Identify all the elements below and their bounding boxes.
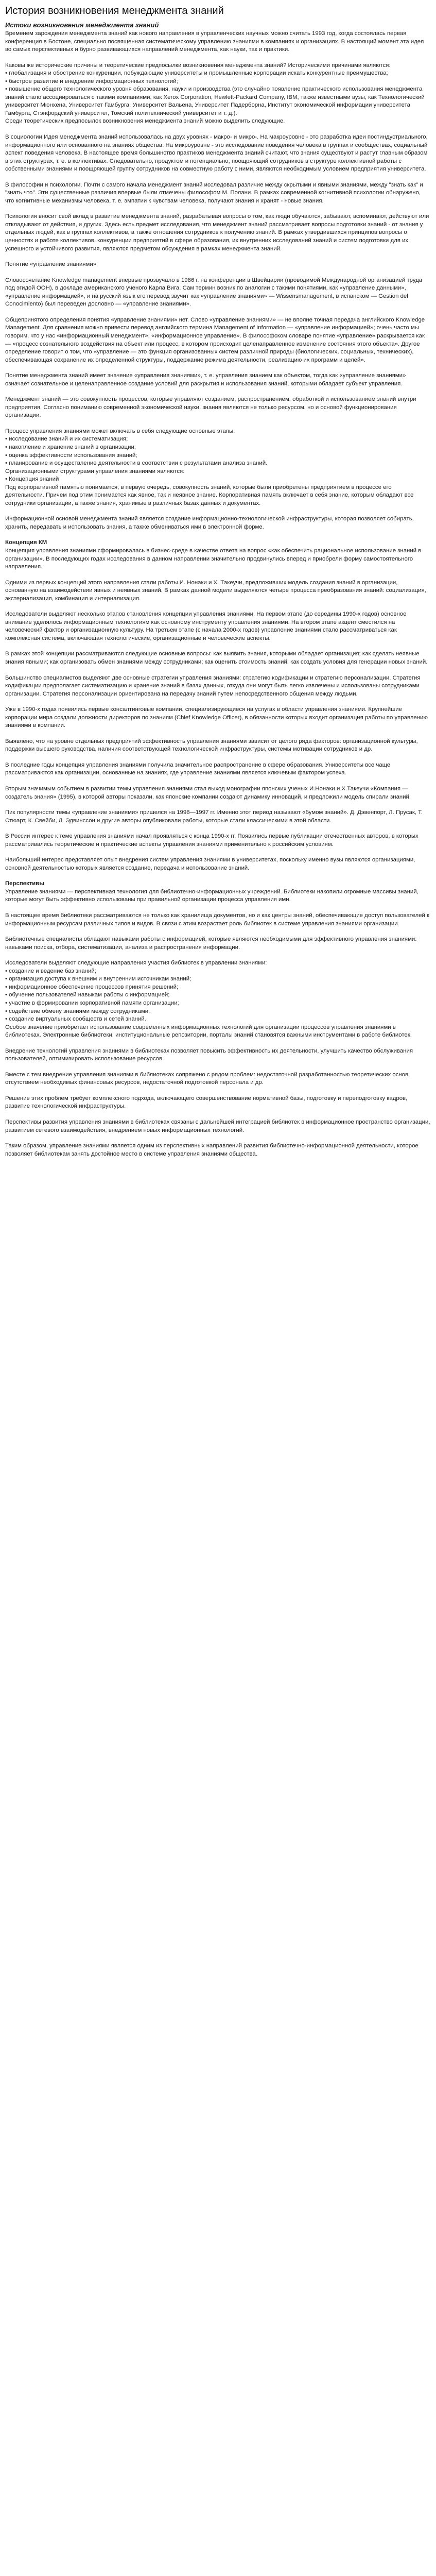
paragraph: Выявлено, что на уровне отдельных предприятий эффективность управления знаниями зависит от целого ряда факторов: организационной культуры, поддержки высшего руководства, наличия соответствующей технологической инфраструктуры, системы мотивации сотрудников и др. xyxy=(5,738,418,753)
paragraph-spacer xyxy=(5,952,431,959)
paragraph: Психология вносит свой вклад в развитие менеджмента знаний, разрабатывая вопросы о том, как люди обучаются, забывают, вспоминают, действуют или откладывают от действия, и других. Здесь есть предмет исследования, что менеджмент знаний рассматривает вопросы подготовки знаний - от знания у отдельных людей, как в группах коллективов, а также отношения сотрудников к получению знаний. В рамках утвердившихся принципов вопросы о ценностях и работе коллективов, конкуренции предприятий в сфере образования, их внутренних исследований знаний и систем подготовки для их успешного и устойчивого развития, являются предметом обсуждения в рамках менеджмента знаний. xyxy=(5,213,429,252)
paragraph: Большинство специалистов выделяют две основные стратегии управления знаниями: стратегию кодификации и стратегию персонализации. Стратегия кодификации предполагает систематизацию и хранение знаний в базах данных, откуда они могут быть легко извлечены и использованы сотрудниками организации. Стратегия персонализации ориентирована на передачу знаний путем непосредственного общения между людьми. xyxy=(5,674,421,697)
paragraph: Понятие «управление знаниями» xyxy=(5,261,97,268)
paragraph: Менеджмент знаний — это совокупность процессов, которые управляют созданием, распространением, обработкой и использованием знаний внутри предприятия. Согласно пониманию современной экономической науки, знания являются не только ресурсом, но и основой функционирования организации. xyxy=(5,396,416,419)
paragraph: Особое значение приобретает использование современных информационных технологий для организации процессов управления знаниями в библиотеках. Электронные библиотеки, институциональные репозитории, порталы знаний становятся важными инструментами в работе библиотек. xyxy=(5,1024,412,1039)
paragraph: Концепция управления знаниями сформировалась в бизнес-среде в качестве ответа на вопрос «как обеспечить рациональное использование знаний в организации». В последующих годах исследования в данном направлении значительно продвинулись вперед и приобрели форму самостоятельного направления. xyxy=(5,547,422,570)
paragraph-spacer xyxy=(5,1087,431,1095)
paragraph: Понятие менеджмента знаний имеет значение «управления знаниями», т. е. управления знанием как объектом, тогда как «управление знаниями» означает сознательное и целенаправленное создание условий для раскрытия и использования знаний, которыми обладает субъект управления. xyxy=(5,372,406,387)
paragraph-spacer xyxy=(5,825,431,833)
paragraph: В рамках этой концепции рассматриваются следующие основные вопросы: как выявить знания, которыми обладает организация; как сделать неявные знания явными; как организовать обмен знаниями между сотрудниками; как оценить стоимость знаний; как создать условия для генерации новых знаний. xyxy=(5,651,428,665)
list-item: • организация доступа к внешним и внутренним источникам знаний; xyxy=(5,976,191,982)
paragraph-spacer xyxy=(5,849,431,856)
paragraph-spacer xyxy=(5,904,431,912)
paragraph-spacer xyxy=(5,928,431,936)
paragraph: В настоящее время библиотеки рассматриваются не только как хранилища документов, но и как центры знаний, обеспечивающие доступ пользователей к информационным ресурсам различных типов и видов. В связи с этим возрастает роль библиотек в системе управления знаниями организации. xyxy=(5,912,430,927)
paragraph-spacer xyxy=(5,420,431,428)
paragraph: Внедрение технологий управления знаниями в библиотеках позволяет повысить эффективность их деятельности, улучшить качество обслуживания пользователей, оптимизировать использование ресурсов. xyxy=(5,1047,413,1062)
paragraph: В России интерес к теме управления знаниями начал проявляться с конца 1990-х гг. Появились первые публикации отечественных авторов, в которых рассматривались теоретические и практические аспекты управления знаниями применительно к российским условиям. xyxy=(5,833,418,848)
paragraph-spacer xyxy=(5,174,431,181)
paragraph: Наибольший интерес представляет опыт внедрения систем управления знаниями в университетах, поскольку именно вузы являются организациями, основной деятельностью которых является создание, передача и использование знаний. xyxy=(5,857,415,871)
list-item: • планирование и осуществление деятельности в соответствии с результатами анализа знаний. xyxy=(5,460,268,467)
perspectives-text xyxy=(5,888,431,1158)
paragraph-spacer xyxy=(5,754,431,761)
paragraph-spacer xyxy=(5,388,431,396)
paragraph: Вторым значимым событием в развитии темы управления знаниями стал выход монографии японских ученых И.Нонаки и Х.Такеучи «Компания — создатель знания» (1995), в которой авторы показали, как японские компании создают динамику инноваций, и предложили модель спирали знаний. xyxy=(5,786,411,800)
section-origins xyxy=(5,21,431,531)
paragraph: Под корпоративной памятью понимается, в первую очередь, совокупность знаний, которые были приобретены предприятием в процессе его деятельности. Причем под этим понимается как явное, так и неявное знание. Корпоративная память включает в себя знание, которым обладают все сотрудники организации, а также знания, хранимые в различных базах данных и документах. xyxy=(5,484,414,506)
paragraph-spacer xyxy=(5,698,431,706)
paragraph-spacer xyxy=(5,253,431,261)
paragraph: Вместе с тем внедрение управления знаниями в библиотеках сопряжено с рядом проблем: недостаточной разработанностью теоретических основ, отсутствием необходимых финансовых ресурсов, недостаточной подготовкой персонала и др. xyxy=(5,1071,410,1086)
paragraph: Пик популярности темы «управление знаниями» пришелся на 1998—1997 гг. Именно этот период называют «бумом знаний». Д. Дэвенпорт, Л. Прусак, Т. Стюарт, К. Свейби, Л. Эдвинссон и другие авторы опубликовали работы, которые стали классическими в этой области. xyxy=(5,809,423,824)
section-perspectives xyxy=(5,880,431,1158)
paragraph-spacer xyxy=(5,309,431,316)
list-item: • быстрое развитие и внедрение информационных технологий; xyxy=(5,78,178,84)
list-item: • содействие обмену знаниями между сотрудниками; xyxy=(5,1008,150,1014)
list-item: • Концепция знаний xyxy=(5,476,59,483)
section-heading: Истоки возникновения менеджмента знаний xyxy=(5,21,159,29)
paragraph: Каковы же исторические причины и теоретические предпосылки возникновения менеджмента знаний? Историческими причинами являются: xyxy=(5,62,391,69)
subheading-perspectives: Перспективы xyxy=(5,880,45,887)
paragraph-spacer xyxy=(5,667,431,674)
list-item: • обучение пользователей навыкам работы с информацией; xyxy=(5,992,170,998)
paragraph-spacer xyxy=(5,364,431,372)
list-item: • повышение общего технологического уровня образования, науки и производства (это случайно появление практического использования менеджмента знаний стало ассоциироваться с такими компаниями, как Xerox Corporation, Hewlett-Packard Company, IBM, также известными вузы, как Технологический университет Мюнхена, Университет Гамбурга, Университет Вальена, Университет Падерборна, Институт экономической информации университета Гамбурга, Стэнфордский университет, Томский политехнический университет и т. д.). xyxy=(5,86,425,116)
paragraph: Решение этих проблем требует комплексного подхода, включающего совершенствование нормативной базы, подготовку и переподготовку кадров, развитие технологической инфраструктуры. xyxy=(5,1095,408,1110)
paragraph-spacer xyxy=(5,777,431,785)
km-text xyxy=(5,547,431,872)
paragraph-spacer xyxy=(5,1040,431,1047)
paragraph: Библиотечные специалисты обладают навыками работы с информацией, которые являются необходимыми для эффективного управления знаниями: навыками поиска, отбора, систематизации, анализа и распространения информации. xyxy=(5,936,417,951)
list-item: • исследование знаний и их систематизация; xyxy=(5,436,128,443)
paragraph: Временем зарождения менеджмента знаний как нового направления в управленческих научных можно считать 1993 год, когда состоялась первая конференция в Бостоне, специально посвященная систематическому управлению знаниями в компаниях и организациях. В настоящий момент эта идея во самых перспективных и бурно развивающихся направлений менеджмента, как науки, так и практики. xyxy=(5,30,424,53)
paragraph: Таким образом, управление знаниями является одним из перспективных направлений развития библиотечно-информационной деятельности, которое позволяет библиотекам занять достойное место в системе управления знаниями общества. xyxy=(5,1143,418,1157)
paragraph: В последние годы концепция управления знаниями получила значительное распространение в сфере образования. Университеты все чаще рассматриваются как организации, основанные на знаниях, где управление знаниями является ключевым фактором успеха. xyxy=(5,761,391,776)
paragraph-spacer xyxy=(5,1111,431,1118)
paragraph: Среди теоретических предпосылок возникновения менеджмента знаний можно выделить следующие. xyxy=(5,118,285,125)
list-item: • создание и ведение баз знаний; xyxy=(5,968,96,974)
paragraph: В философии и психологии. Почти с самого начала менеджмент знаний исследовал различие между скрытыми и явными знаниями, между "знать как" и "знать что". Эти существенные различия впервые были отмечены философом М. Полани. В рамках современной когнитивной психологии обнаружено, что когнитивные механизмы человека, т. е. эмпатии к чувствам человека, получают знания и хранят - новые знания. xyxy=(5,181,423,204)
paragraph-spacer xyxy=(5,269,431,277)
intro-text xyxy=(5,30,431,531)
paragraph-spacer xyxy=(5,1134,431,1142)
list-item: • создание виртуальных сообществ и сетей знаний. xyxy=(5,1016,146,1023)
paragraph-spacer xyxy=(5,642,431,650)
paragraph-spacer xyxy=(5,507,431,515)
page-title: История возникновения менеджмента знаний xyxy=(5,5,224,16)
paragraph-spacer xyxy=(5,126,431,133)
paragraph: Организационными структурами управления знаниями являются: xyxy=(5,468,185,474)
section-km-concept xyxy=(5,539,431,872)
paragraph-spacer xyxy=(5,801,431,809)
list-item: • участие в формировании корпоративной памяти организации; xyxy=(5,999,179,1006)
paragraph-spacer xyxy=(5,1063,431,1071)
paragraph: Словосочетание Knowledge management впервые прозвучало в 1986 г. на конференции в Швейцарии (проводимой Международной организацией труда под эгидой ООН), в докладе американского ученого Карла Вига. Сам термин возник по аналогии с такими понятиями, как «управление данными», «управление информацией», и на русский язык его перевод звучит как «управление знаниями» — Wissensmanagement, в испанском — Gestion del Conocimiento) был переведен дословно — «управление знаниями». xyxy=(5,277,423,308)
list-item: • глобализация и обострение конкуренции, побуждающие университеты и промышленные корпорации искать конкурентные преимущества; xyxy=(5,70,388,77)
paragraph: Уже в 1990-х годах появились первые консалтинговые компании, специализирующиеся на услугах в области управления знаниями. Крупнейшие корпорации мира создали должности директоров по знаниям (Chief Knowledge Officer), в обязанности которых входит организация работы по управлению знаниями в компании. xyxy=(5,706,428,729)
paragraph: Исследователи выделяют несколько этапов становления концепции управления знаниями. На первом этапе (до середины 1990-х годов) основное внимание уделялось информационным технологиям как основному инструменту управления знаниями. На втором этапе акцент сместился на человеческий фактор и организационную культуру. На третьем этапе (с начала 2000-х годов) управление знаниями стало рассматриваться как комплексная система, включающая технологические, организационные и человеческие аспекты. xyxy=(5,611,407,641)
list-item: • оценка эффективности использования знаний; xyxy=(5,452,137,459)
paragraph-spacer xyxy=(5,730,431,738)
list-item: • накопление и хранение знаний в организации; xyxy=(5,444,136,450)
paragraph: Одними из первых концепций этого направления стали работы И. Нонаки и Х. Такеучи, предложивших модель создания знаний в организации, основанную на взаимодействии явных и неявных знаний. В рамках данной модели выделяются четыре процесса преобразования знаний: социализация, экстернализация, комбинация и интернализация. xyxy=(5,579,426,602)
paragraph-spacer xyxy=(5,54,431,62)
paragraph-spacer xyxy=(5,571,431,579)
subheading-km-concept: Концепция КМ xyxy=(5,539,47,546)
paragraph-spacer xyxy=(5,205,431,213)
paragraph: Управление знаниями — перспективная технология для библиотечно-информационных учреждений. Библиотеки накопили огромные массивы знаний, которые могут быть эффективно использованы при правильной организации процесса управления ими. xyxy=(5,888,418,903)
list-item: • информационное обеспечение процессов принятия решений; xyxy=(5,984,179,990)
paragraph: Процесс управления знаниями может включать в себя следующие основные этапы: xyxy=(5,428,235,434)
paragraph: Информационной основой менеджмента знаний является создание информационно-технологической инфраструктуры, которая позволяет собирать, хранить, передавать и использовать знания, а также обмениваться ими в электронной форме. xyxy=(5,516,414,530)
article xyxy=(0,0,436,1158)
paragraph: Перспективы развития управления знаниями в библиотеках связаны с дальнейшей интеграцией библиотек в информационное пространство организации, развитием сетевого взаимодействия, внедрением новых информационных технологий. xyxy=(5,1118,430,1133)
paragraph-spacer xyxy=(5,603,431,611)
paragraph: В социологии.Идея менеджмента знаний использовалась на двух уровнях - макро- и микро-. На макроуровне - это разработка идеи постиндустриального, информационного или основанного на знаниях общества. На микроуровне - это исследование поведения человека в группах и сообществах, социальный аспект поведения человека. В настоящее время большинство практиков менеджмента знаний считают, что знания существуют и растут главным образом в этих структурах, т. е. в коллективах. Следовательно, продуктом и потенциально, поощряющий сотрудников в структуре коллективной работы с собственными знаниями и поощряющей группу сотрудников на совместную работу с ними, являются необходимым условием предприятия университета. xyxy=(5,134,428,173)
paragraph: Общепринятого определения понятия «управление знаниями» нет. Слово «управление знаниями» — не вполне точная передача английского Knowledge Management. Для сравнения можно привести перевод английского термина Management of Information — «управление информацией»; очень часто мы говорим, что у нас «информационный менеджмент», «информационное управление». В философском словаре понятие «управление» раскрывается как — «процесс сознательного воздействия на объект или процесс, в котором происходит целенаправленное изменение состояния этого объекта». Другое определение говорит о том, что «управление — это функция организованных систем различной природы (биологических, социальных, технических), обеспечивающая сохранение их определенной структуры, поддержание режима деятельности, реализацию их программ и целей». xyxy=(5,316,425,363)
paragraph: Исследователи выделяют следующие направления участия библиотек в управлении знаниями: xyxy=(5,960,267,967)
